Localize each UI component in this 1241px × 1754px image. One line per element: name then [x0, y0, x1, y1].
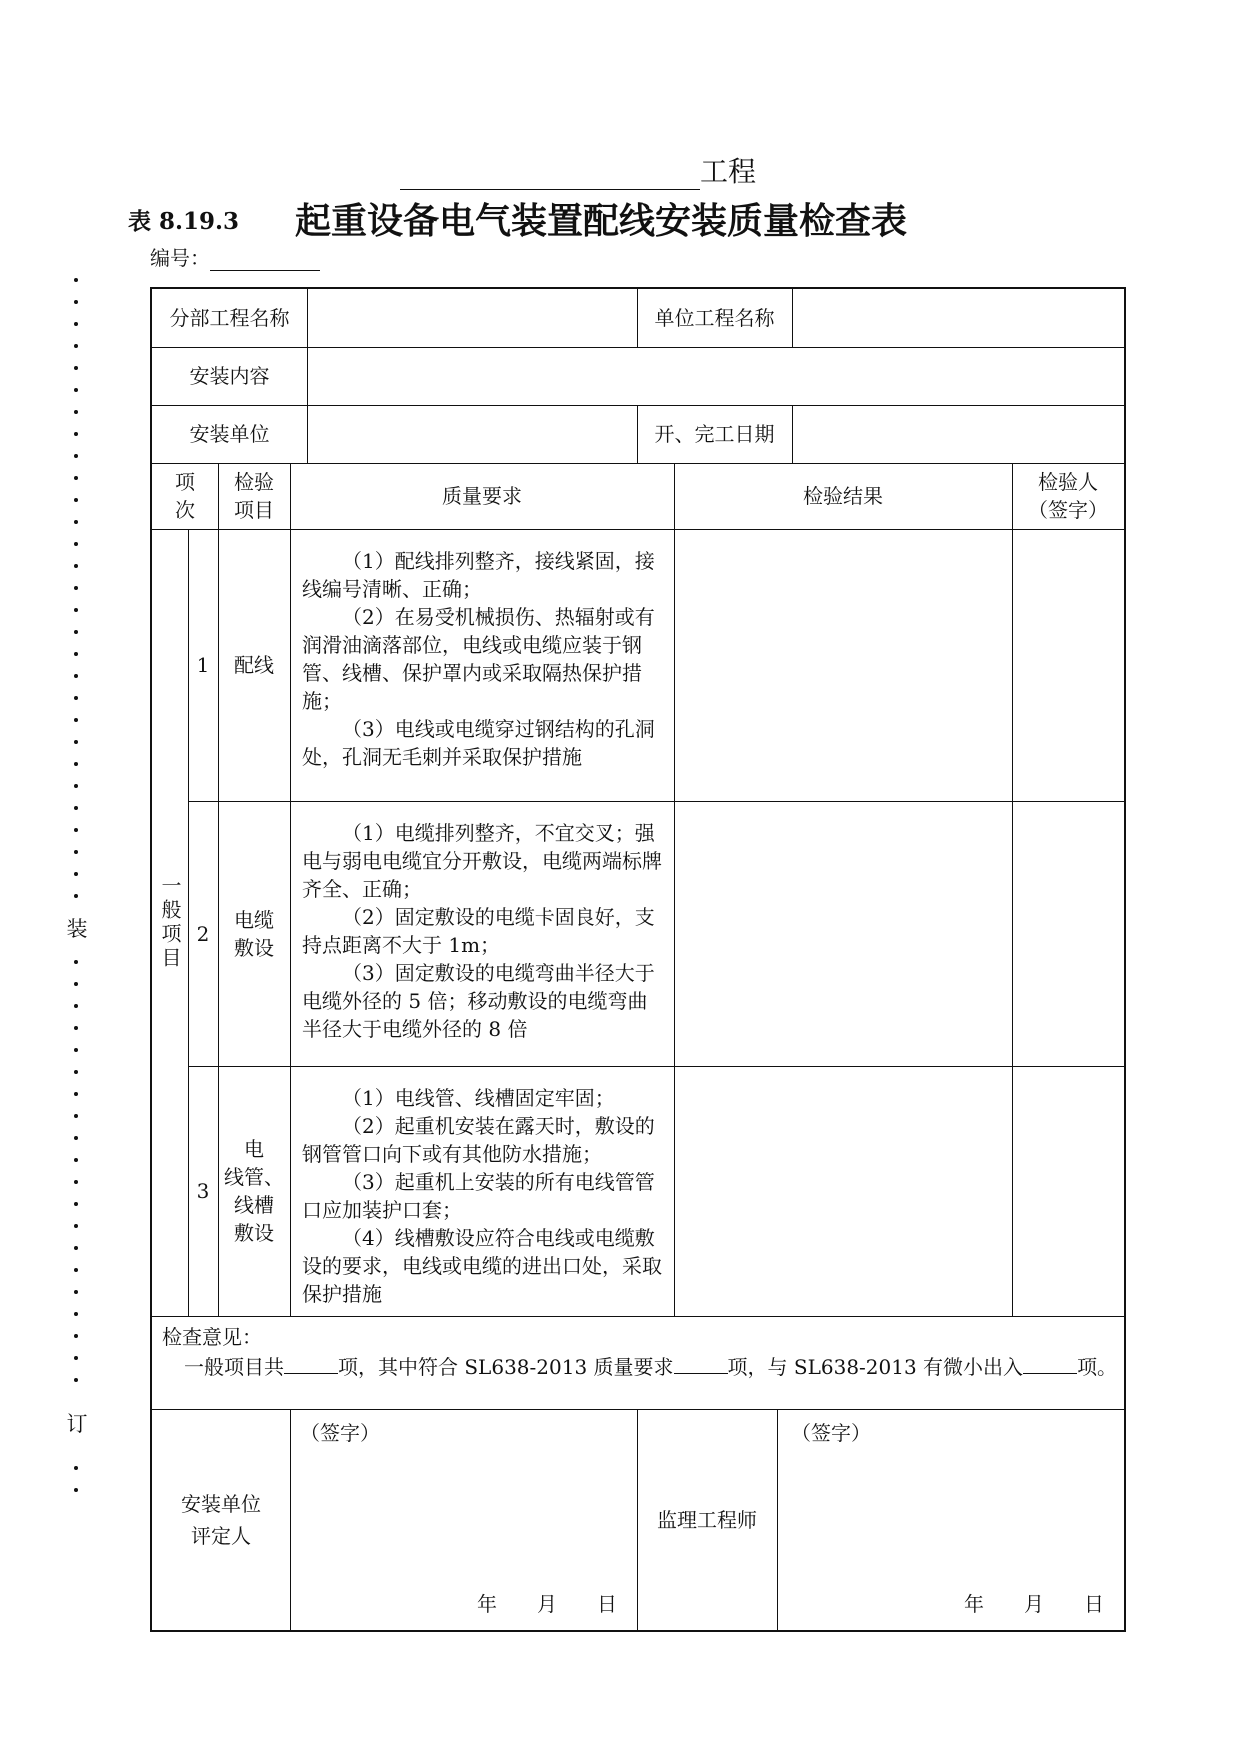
binding-dot: [74, 366, 78, 370]
binding-dot: [74, 674, 78, 678]
division-name-input[interactable]: [307, 289, 637, 347]
item-2-name: 电缆 敷设: [234, 907, 274, 960]
binding-dot: [74, 828, 78, 832]
binding-dot: [74, 960, 78, 964]
page-title: 起重设备电气装置配线安装质量检查表: [295, 200, 908, 242]
binding-dot: [74, 872, 78, 876]
binding-dot: [74, 454, 78, 458]
category-general-items: [152, 529, 188, 1316]
binding-dot: [74, 410, 78, 414]
requirement-line: （3）固定敷设的电缆弯曲半径大于电缆外径的 5 倍；移动敷设的电缆弯曲半径大于电缆外径的 8 倍: [302, 961, 655, 1041]
inspection-form-table: [150, 287, 1126, 1632]
binding-dot: [74, 344, 78, 348]
binding-dot: [74, 1268, 78, 1272]
item-2-result-input[interactable]: [674, 801, 1012, 1066]
install-content-label: 安装内容: [189, 364, 270, 388]
opinion-label: 检查意见：: [162, 1325, 262, 1349]
binding-dot: [74, 630, 78, 634]
item-2-requirements: [290, 801, 674, 1066]
binding-dot: [74, 1092, 78, 1096]
project-suffix: 工程: [700, 155, 757, 188]
binding-dot: [74, 476, 78, 480]
binding-dot: [74, 1290, 78, 1294]
item-2-inspector-signature[interactable]: [1012, 801, 1124, 1066]
general-item-count-blank[interactable]: [284, 1357, 338, 1374]
binding-dot: [74, 1136, 78, 1140]
installer-evaluator-label: 安装单位 评定人: [181, 1491, 261, 1548]
installer-sign-hint: （签字）: [300, 1421, 380, 1445]
binding-dot: [74, 696, 78, 700]
binding-dot: [74, 1202, 78, 1206]
col-header-result: 检验结果: [803, 484, 883, 508]
item-1-result-input[interactable]: [674, 529, 1012, 801]
opinion-text-1: 一般项目共: [184, 1355, 284, 1379]
binding-dot: [74, 718, 78, 722]
binding-dot: [74, 564, 78, 568]
item-1-inspector-signature[interactable]: [1012, 529, 1124, 801]
binding-dot: [74, 520, 78, 524]
minor-deviation-count-blank[interactable]: [1023, 1357, 1077, 1374]
binding-dot: [74, 1048, 78, 1052]
requirement-line: （1）电线管、线槽固定牢固；: [342, 1086, 615, 1110]
supervisor-date-month: 月: [1024, 1592, 1044, 1616]
binding-dot: [74, 1356, 78, 1360]
installer-signature-box[interactable]: [290, 1409, 637, 1630]
binding-dot: [74, 278, 78, 282]
requirement-line: （1）配线排列整齐，接线紧固，接线编号清晰、正确；: [302, 549, 655, 601]
install-content-input[interactable]: [307, 347, 1124, 405]
binding-dot: [74, 1070, 78, 1074]
binding-dot: [74, 608, 78, 612]
installer-date-month: 月: [537, 1592, 557, 1616]
binding-dot: [74, 300, 78, 304]
item-2-number: 2: [196, 921, 210, 946]
col-header-item-no: 项 次: [175, 470, 195, 522]
requirement-line: （1）电缆排列整齐，不宜交叉；强电与弱电电缆宜分开敷设，电缆两端标牌齐全、正确；: [302, 821, 662, 901]
col-header-inspector: 检验人 （签字）: [1028, 470, 1108, 522]
binding-dot: [74, 784, 78, 788]
item-1-name: 配线: [234, 653, 274, 677]
item-3-name: 电 线管、 线槽 敷设: [224, 1137, 284, 1245]
opinion-text-3: 项，与 SL638-2013 有微小出入: [727, 1355, 1024, 1379]
qualified-count-blank[interactable]: [674, 1357, 728, 1374]
binding-dot: [74, 982, 78, 986]
binding-mark-ding: 订: [64, 1408, 90, 1438]
supervisor-date-day: 日: [1084, 1592, 1104, 1616]
install-unit-label: 安装单位: [189, 422, 270, 446]
requirement-line: （2）固定敷设的电缆卡固良好，支持点距离不大于 1m；: [302, 905, 655, 957]
binding-dot: [74, 850, 78, 854]
table-number: 表 8.19.3: [128, 208, 240, 235]
opinion-text-4: 项。: [1077, 1355, 1118, 1379]
binding-dot: [74, 542, 78, 546]
start-end-date-input[interactable]: [792, 405, 1124, 463]
requirement-line: （4）线槽敷设应符合电线或电缆敷设的要求，电线或电缆的进出口处，采取保护措施: [302, 1226, 662, 1306]
binding-dot: [74, 498, 78, 502]
binding-dot: [74, 1312, 78, 1316]
serial-number-blank[interactable]: [210, 252, 320, 271]
unit-name-input[interactable]: [792, 289, 1124, 347]
supervisor-signature-box[interactable]: [777, 1409, 1124, 1630]
opinion-summary: [184, 1353, 1119, 1385]
binding-dot: [74, 1488, 78, 1492]
col-header-requirement: 质量要求: [442, 484, 522, 508]
start-end-date-label: 开、完工日期: [654, 422, 775, 446]
serial-number-line: [150, 242, 320, 271]
binding-dot: [74, 1224, 78, 1228]
binding-dot: [74, 806, 78, 810]
binding-dot: [74, 322, 78, 326]
binding-dot: [74, 1026, 78, 1030]
col-header-check-item: 检验 项目: [234, 470, 274, 522]
supervisor-date: [924, 1590, 1104, 1618]
item-3-requirements: [290, 1066, 674, 1316]
binding-dot: [74, 432, 78, 436]
installer-date: [437, 1590, 617, 1618]
binding-dot: [74, 762, 78, 766]
binding-dot: [74, 740, 78, 744]
binding-dot: [74, 1466, 78, 1470]
item-1-number: 1: [196, 653, 210, 677]
binding-dot: [74, 894, 78, 898]
requirement-line: （2）在易受机械损伤、热辐射或有润滑油滴落部位，电线或电缆应装于钢管、线槽、保护罩内或采取隔热保护措施；: [302, 605, 655, 713]
category-label: 一般项目: [158, 874, 182, 971]
supervisor-date-year: 年: [964, 1592, 984, 1616]
item-3-number: 3: [196, 1179, 210, 1203]
opinion-text-2: 项，其中符合 SL638-2013 质量要求: [338, 1355, 674, 1379]
installer-date-day: 日: [597, 1592, 617, 1616]
binding-mark-zhuang: 装: [64, 913, 90, 943]
binding-dot: [74, 1180, 78, 1184]
supervisor-label: 监理工程师: [657, 1507, 757, 1532]
binding-dot: [74, 1246, 78, 1250]
binding-dot: [74, 1334, 78, 1338]
unit-name-label: 单位工程名称: [654, 306, 775, 330]
binding-dot: [74, 1378, 78, 1382]
item-3-inspector-signature[interactable]: [1012, 1066, 1124, 1316]
requirement-line: （3）电线或电缆穿过钢结构的孔洞处，孔洞无毛刺并采取保护措施: [302, 717, 655, 769]
binding-dot: [74, 388, 78, 392]
binding-margin: [64, 278, 90, 1508]
project-name-line: [400, 150, 756, 190]
serial-label: 编号：: [150, 246, 210, 270]
installer-date-year: 年: [477, 1592, 497, 1616]
binding-dot: [74, 1158, 78, 1162]
item-3-result-input[interactable]: [674, 1066, 1012, 1316]
requirement-line: （3）起重机上安装的所有电线管管口应加装护口套；: [302, 1170, 655, 1222]
project-name-blank[interactable]: [400, 163, 700, 190]
division-name-label: 分部工程名称: [169, 306, 290, 330]
requirement-line: （2）起重机安装在露天时，敷设的钢管管口向下或有其他防水措施；: [302, 1114, 655, 1166]
item-1-requirements: [290, 529, 674, 801]
binding-dot: [74, 1114, 78, 1118]
supervisor-sign-hint: （签字）: [791, 1421, 871, 1445]
binding-dot: [74, 586, 78, 590]
binding-dot: [74, 1004, 78, 1008]
binding-dot: [74, 652, 78, 656]
install-unit-input[interactable]: [307, 405, 637, 463]
